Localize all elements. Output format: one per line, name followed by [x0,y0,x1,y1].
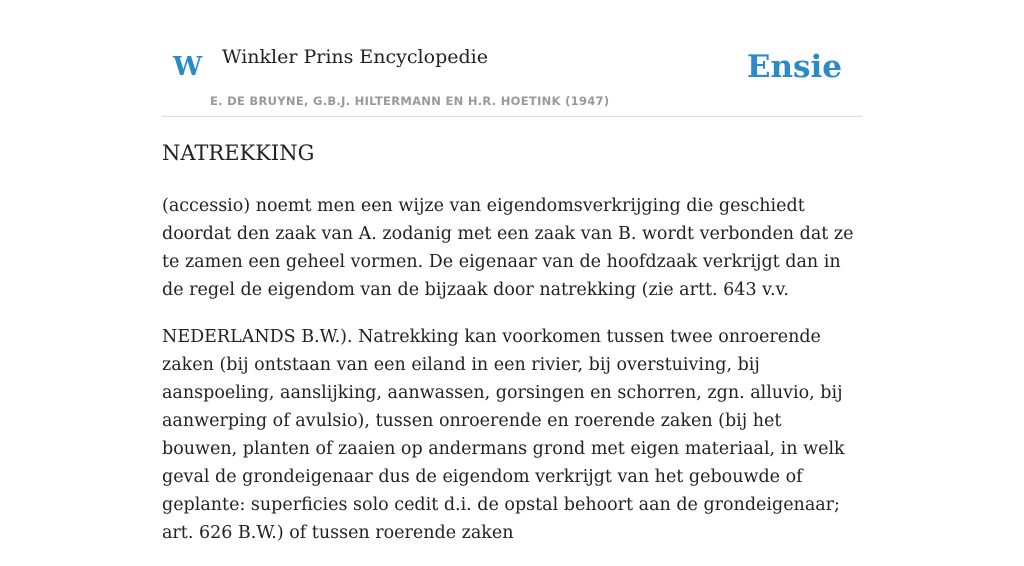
article-paragraph: NEDERLANDS B.W.). Natrekking kan voorkomen tussen twee onroerende zaken (bij ontstaan van een eiland in een rivier, bij overstuiving, bij aanspoeling, aanslijking, aanwassen, gorsingen en schorren, zgn. alluvio, bij aanwerping of avulsio), tussen onroerende en roerende zaken (bij het bouwen, planten of zaaien op andermans grond met eigen materiaal, in welk geval de grondeigenaar dus de eigendom verkrijgt van het gebouwde of geplante: superficies solo cedit d.i. de opstal behoort aan de grondeigenaar; art. 626 B.W.) of tussen roerende zaken [162,327,845,543]
article-body [162,192,862,566]
article-paragraph: (accessio) noemt men een wijze van eigendomsverkrijging die geschiedt doordat den zaak van A. zodanig met een zaak van B. wordt verbonden dat ze te zamen een geheel vormen. De eigenaar van de hoofdzaak verkrijgt dan in de regel de eigendom van de bijzaak door natrekking (zie artt. 643 v.v. [162,196,854,300]
brand-logo[interactable]: Ensie [746,49,842,85]
header [162,0,862,117]
article-title: NATREKKING [162,141,315,165]
page [162,0,862,543]
book-title[interactable]: Winkler Prins Encyclopedie [222,46,488,68]
book-authors: E. DE BRUYNE, G.B.J. HILTERMANN EN H.R. HOETINK (1947) [210,94,610,108]
book-logo-icon[interactable]: W [173,52,203,82]
